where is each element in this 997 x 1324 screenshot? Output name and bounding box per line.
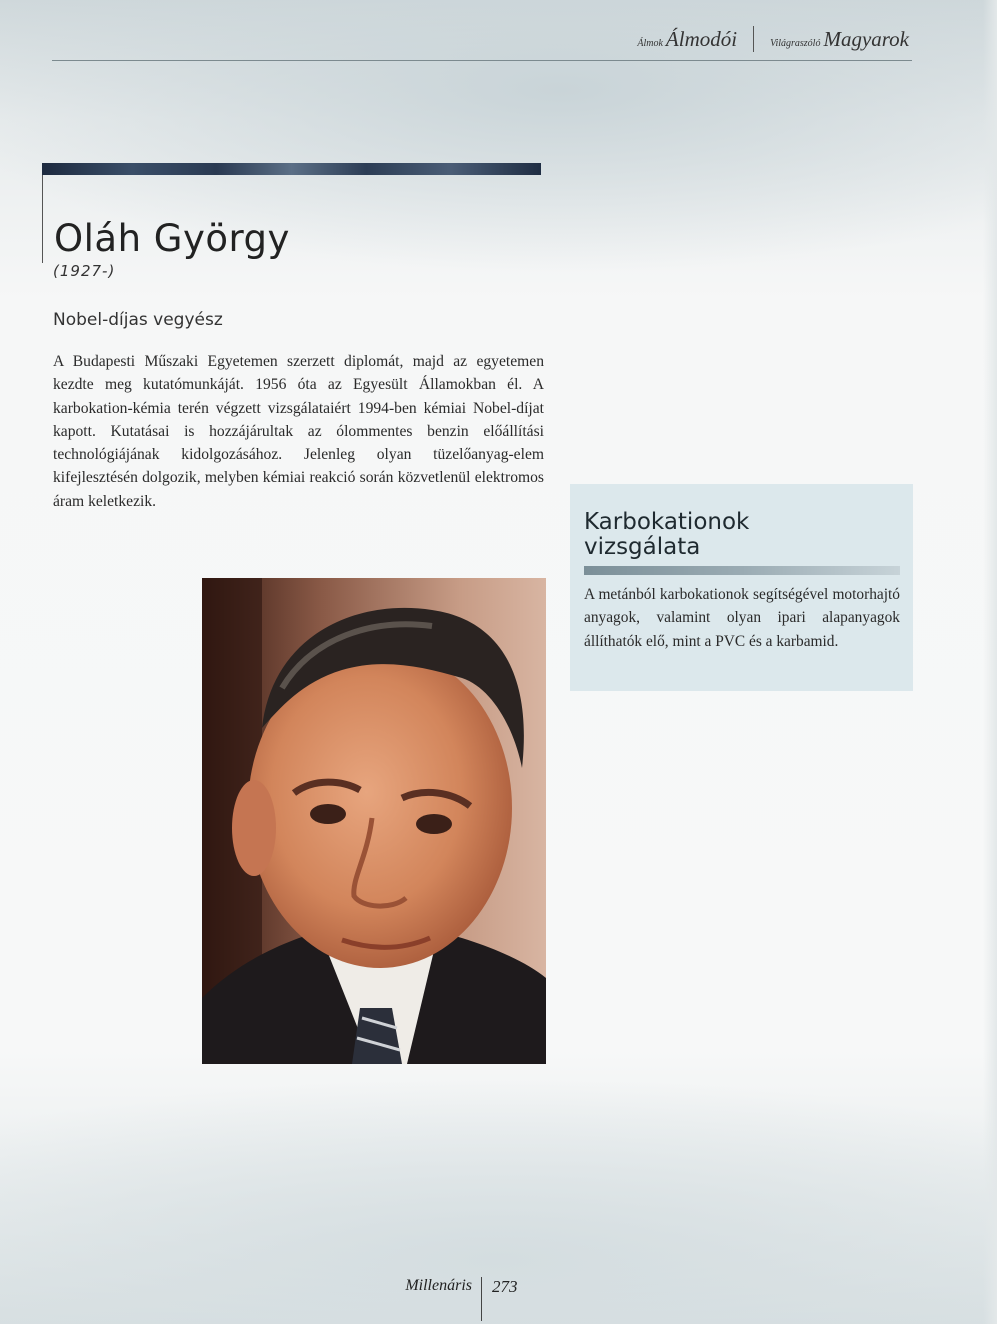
sidebar-title <box>584 510 749 560</box>
biography-text: A Budapesti Műszaki Egyetemen szerzett diplomát, majd az egyetemen kezdte meg kutatómunkáját. 1956 óta az Egyesült Államokban él. A karbokation-kémia terén végzett vizsgálataiért 1994-ben kémiai Nobel-díjat kapott. Kutatásai is hozzájárultak az ólommentes benzin előállítási technológiájának kidolgozásához. Jelenleg olyan tüzelőanyag-elem kifejlesztésén dolgozik, melyben kémiai reakció során közvetlenül elektromos áram keletkezik. <box>53 353 544 510</box>
name-vertical-rule <box>42 175 43 263</box>
footer-divider <box>481 1277 482 1321</box>
page-number: 273 <box>492 1277 518 1296</box>
sidebar-title-bar <box>584 566 900 575</box>
sidebar-title-line1: Karbokationok <box>584 509 750 535</box>
footer-publication: Millenáris <box>405 1277 472 1294</box>
sidebar-title-line2: vizsgálata <box>584 534 701 560</box>
header-series-big: Álmodói <box>665 27 738 51</box>
sidebar-text: A metánból karbokationok segítségével motorhajtó anyagok, valamint olyan ipari alapanyagok állíthatók elő, mint a PVC és a karbamid. <box>584 586 900 650</box>
page-edge <box>983 0 997 1324</box>
header-divider <box>753 26 754 52</box>
person-subtitle: Nobel-díjas vegyész <box>53 310 223 330</box>
header-rule <box>52 60 912 61</box>
portrait-photo <box>202 578 546 1064</box>
name-bar-decoration <box>42 163 541 175</box>
header-series-small: Álmok <box>637 38 663 49</box>
running-header <box>637 20 909 52</box>
person-years: (1927-) <box>53 262 116 280</box>
person-name: Oláh György <box>54 217 290 260</box>
header-section-small: Világraszóló <box>770 38 821 49</box>
header-section-big: Magyarok <box>823 27 909 51</box>
